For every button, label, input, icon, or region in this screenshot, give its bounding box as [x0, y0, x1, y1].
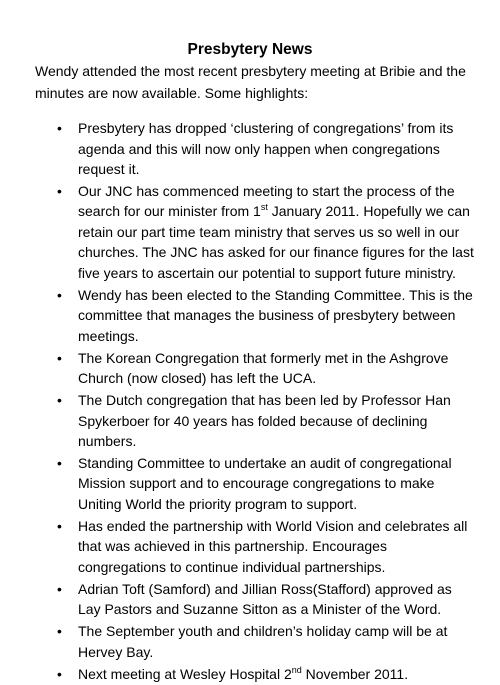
bullet-icon: • [57, 665, 62, 682]
list-item [0, 118, 500, 180]
page-title: Presbytery News [187, 41, 313, 58]
intro-paragraph: Wendy attended the most recent presbytery meeting at Bribie and the minutes are now available. Some highlights: [35, 63, 466, 101]
bullet-icon: • [57, 120, 62, 136]
highlights-list [0, 118, 500, 685]
list-item [0, 453, 500, 515]
list-item-text: Standing Committee to undertake an audit of congregational Mission support and to encourage congregations to make Uniting World the priority program to support. [78, 454, 452, 512]
bullet-icon: • [57, 286, 62, 303]
ordinal-suffix: nd [291, 664, 302, 675]
list-item-text-end: January 2011. Hopefully we can retain our part time team ministry that serves us so well in our churches. The JNC has asked for our finance figures for the last five years to ascertain our potential to support future ministry. [78, 203, 474, 281]
list-item-text: The Dutch congregation that has been led by Professor Han Spykerboer for 40 years has folded because of declining numbers. [78, 392, 451, 450]
list-item [0, 621, 500, 662]
list-item [0, 181, 500, 284]
list-item-text-start: Next meeting at Wesley Hospital 2 [78, 665, 292, 682]
bullet-icon: • [57, 182, 62, 199]
list-item [0, 285, 500, 347]
list-item-text: Adrian Toft (Samford) and Jillian Ross(Stafford) approved as Lay Pastors and Suzanne Sitton as a Minister of the Word. [78, 580, 452, 618]
list-item [0, 390, 500, 452]
bullet-icon: • [57, 349, 62, 366]
list-item-text: Has ended the partnership with World Vision and celebrates all that was achieved in this partnership. Encourages congregations to continue individual partnerships. [78, 517, 468, 575]
bullet-icon: • [57, 580, 62, 597]
bullet-icon: • [57, 392, 62, 409]
ordinal-suffix: st [260, 202, 268, 213]
list-item [0, 579, 500, 620]
list-item-text-end: November 2011. [301, 665, 409, 682]
list-item-text: The September youth and children’s holiday camp will be at Hervey Bay. [78, 623, 448, 660]
list-item-text-start: Our JNC has commenced meeting to start the process of the search for our minister from 1 [78, 182, 455, 220]
list-item [0, 348, 500, 389]
bullet-icon: • [57, 623, 62, 640]
bullet-icon: • [57, 517, 62, 534]
list-item-text: Wendy has been elected to the Standing Committee. This is the committee that manages the business of presbytery between meetings. [78, 286, 473, 344]
list-item-text: The Korean Congregation that formerly met in the Ashgrove Church (now closed) has left the UCA. [78, 349, 449, 387]
list-item-text: Presbytery has dropped ‘clustering of congregations’ from its agenda and this will now only happen when congregations request it. [78, 120, 454, 177]
bullet-icon: • [57, 454, 62, 471]
list-item [0, 516, 500, 578]
